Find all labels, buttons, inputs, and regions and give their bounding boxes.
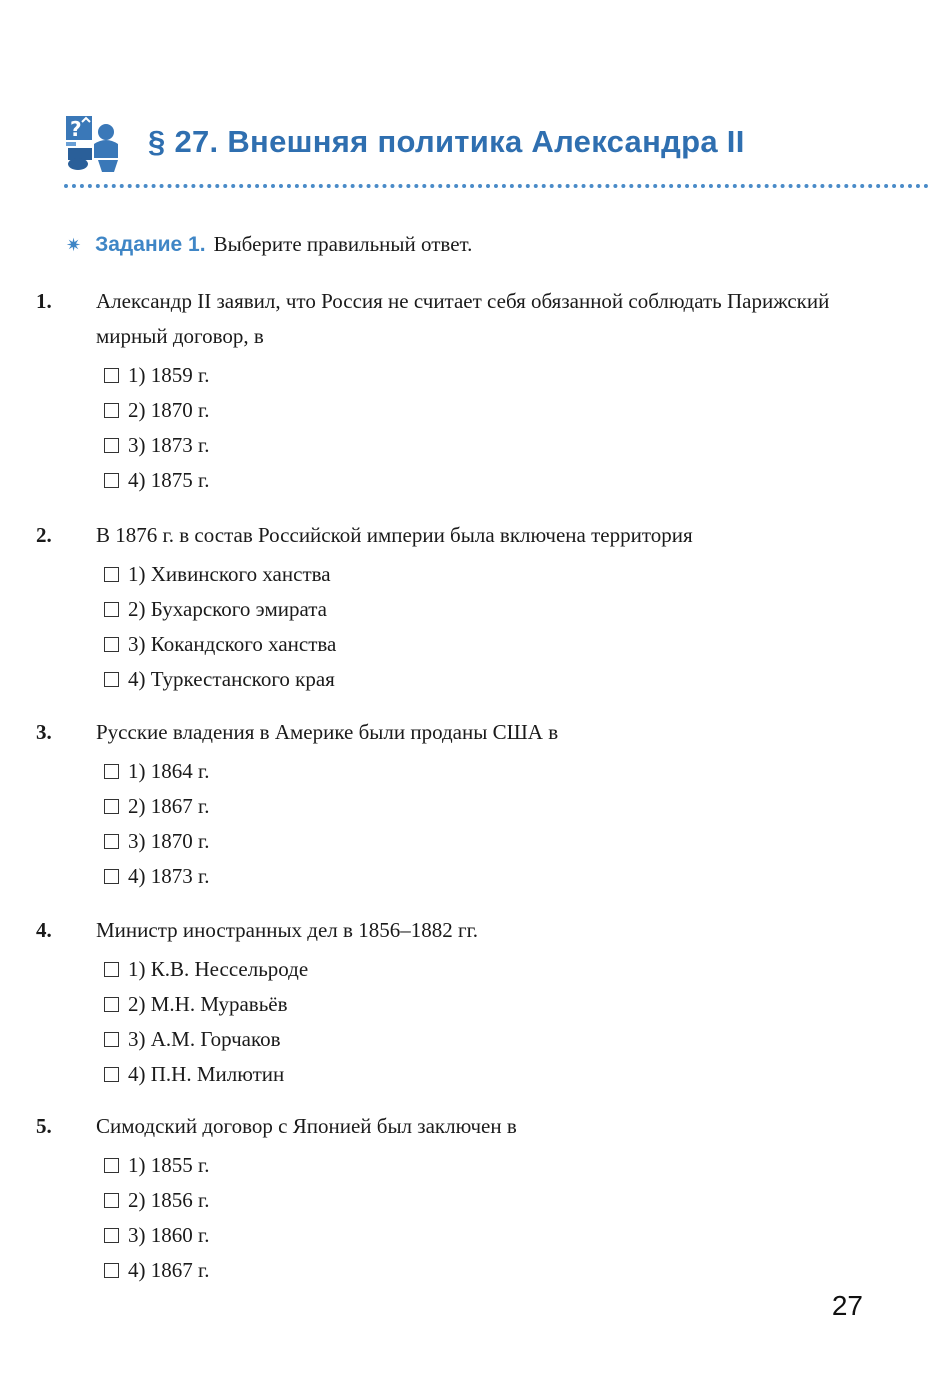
question-number: 5. — [36, 1114, 52, 1138]
checkbox[interactable] — [104, 1263, 119, 1278]
option-label: 2) М.Н. Муравьёв — [128, 992, 288, 1016]
option-label: 4) П.Н. Милютин — [128, 1062, 285, 1086]
option-label: 2) 1870 г. — [128, 398, 210, 422]
option-label: 4) 1873 г. — [128, 864, 210, 888]
question-text: Русские владения в Америке были проданы США в — [96, 720, 559, 744]
checkbox[interactable] — [104, 403, 119, 418]
page-number: 27 — [831, 1290, 863, 1321]
task-heading — [66, 232, 472, 257]
checkbox[interactable] — [104, 637, 119, 652]
answer-option[interactable] — [104, 824, 866, 859]
question-text: В 1876 г. в состав Российской империи была включена территория — [96, 523, 693, 547]
answer-options — [66, 1148, 866, 1288]
checkbox[interactable] — [104, 1228, 119, 1243]
page-title: § 27. Внешняя политика Александра II — [148, 124, 745, 159]
checkbox[interactable] — [104, 1158, 119, 1173]
question-number: 3. — [36, 720, 52, 744]
answer-option[interactable] — [104, 1253, 866, 1288]
dotted-divider — [64, 184, 929, 188]
option-label: 3) 1870 г. — [128, 829, 210, 853]
question-1 — [36, 284, 866, 498]
checkbox[interactable] — [104, 1032, 119, 1047]
option-label: 2) 1867 г. — [128, 794, 210, 818]
answer-option[interactable] — [104, 1057, 866, 1092]
task-instruction: Выберите правильный ответ. — [213, 232, 473, 256]
option-label: 1) 1855 г. — [128, 1153, 210, 1177]
task-label: Задание 1. — [95, 233, 206, 256]
answer-option[interactable] — [104, 1022, 866, 1057]
answer-option[interactable] — [104, 789, 866, 824]
question-5 — [36, 1109, 866, 1288]
asterisk-icon: ✷ — [66, 235, 82, 256]
question-text: Симодский договор с Японией был заключен в — [96, 1114, 517, 1138]
section-header — [64, 110, 914, 180]
answer-options — [66, 557, 866, 697]
answer-option[interactable] — [104, 393, 866, 428]
checkbox[interactable] — [104, 962, 119, 977]
answer-option[interactable] — [104, 428, 866, 463]
answer-option[interactable] — [104, 557, 866, 592]
option-label: 3) 1873 г. — [128, 433, 210, 457]
checkbox[interactable] — [104, 602, 119, 617]
option-label: 3) Кокандского ханства — [128, 632, 337, 656]
question-3 — [36, 715, 866, 894]
option-label: 4) 1867 г. — [128, 1258, 210, 1282]
answer-options — [66, 952, 866, 1092]
answer-option[interactable] — [104, 1218, 866, 1253]
option-label: 1) 1859 г. — [128, 363, 210, 387]
checkbox[interactable] — [104, 997, 119, 1012]
checkbox[interactable] — [104, 368, 119, 383]
svg-text:?: ? — [70, 117, 82, 141]
answer-option[interactable] — [104, 987, 866, 1022]
question-text: Александр II заявил, что Россия не считает себя обязанной соблюдать Парижский мирный договор, в — [96, 289, 830, 348]
answer-option[interactable] — [104, 592, 866, 627]
option-label: 1) 1864 г. — [128, 759, 210, 783]
option-label: 4) Туркестанского края — [128, 667, 335, 691]
option-label: 3) 1860 г. — [128, 1223, 210, 1247]
checkbox[interactable] — [104, 438, 119, 453]
question-4 — [36, 913, 866, 1092]
answer-option[interactable] — [104, 859, 866, 894]
option-label: 3) А.М. Горчаков — [128, 1027, 281, 1051]
checkbox[interactable] — [104, 764, 119, 779]
question-number: 1. — [36, 289, 52, 313]
question-text: Министр иностранных дел в 1856–1882 гг. — [96, 918, 479, 942]
checkbox[interactable] — [104, 567, 119, 582]
checkbox[interactable] — [104, 473, 119, 488]
answer-options — [66, 358, 866, 498]
option-label: 1) К.В. Нессельроде — [128, 957, 309, 981]
question-number: 4. — [36, 918, 52, 942]
checkbox[interactable] — [104, 799, 119, 814]
option-label: 4) 1875 г. — [128, 468, 210, 492]
answer-option[interactable] — [104, 358, 866, 393]
checkbox[interactable] — [104, 869, 119, 884]
answer-option[interactable] — [104, 1183, 866, 1218]
answer-option[interactable] — [104, 1148, 866, 1183]
question-2 — [36, 518, 866, 697]
option-label: 1) Хивинского ханства — [128, 562, 331, 586]
option-label: 2) 1856 г. — [128, 1188, 210, 1212]
answer-option[interactable] — [104, 952, 866, 987]
checkbox[interactable] — [104, 1067, 119, 1082]
option-label: 2) Бухарского эмирата — [128, 597, 328, 621]
checkbox[interactable] — [104, 672, 119, 687]
answer-option[interactable] — [104, 627, 866, 662]
answer-option[interactable] — [104, 662, 866, 697]
checkbox[interactable] — [104, 1193, 119, 1208]
checkbox[interactable] — [104, 834, 119, 849]
question-number: 2. — [36, 523, 52, 547]
answer-option[interactable] — [104, 463, 866, 498]
question-book-icon — [64, 114, 126, 176]
answer-options — [66, 754, 866, 894]
answer-option[interactable] — [104, 754, 866, 789]
